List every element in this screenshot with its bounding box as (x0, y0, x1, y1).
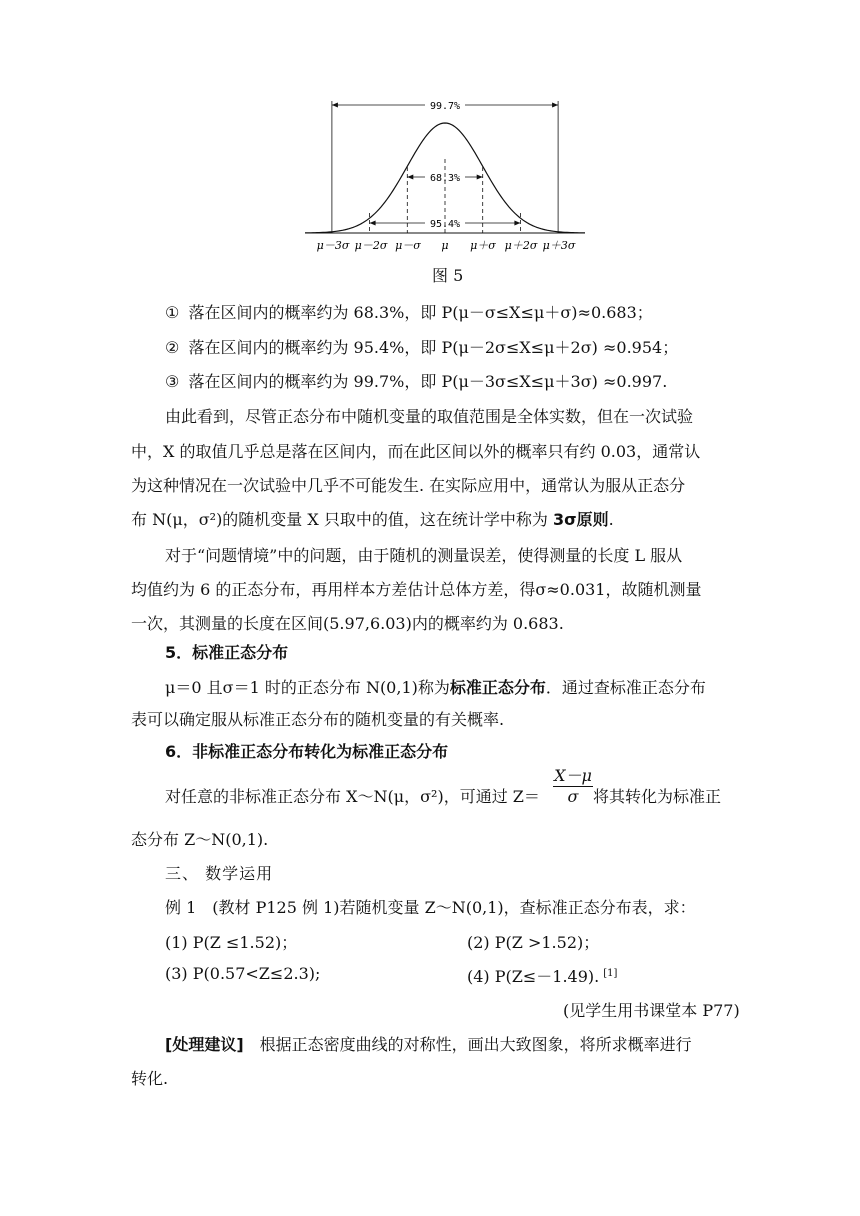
section5-text-end: ．通过查标准正态分布 (545, 678, 706, 697)
example1: 例 1 (教材 P125 例 1)若随机变量 Z～N(0,1)，查标准正态分布表，求： (165, 898, 696, 917)
reference-note: (见学生用书课堂本 P77) (563, 1001, 740, 1020)
para1-line4 (131, 507, 614, 530)
question-1: (1) P(Z ≤1.52)； (165, 933, 298, 952)
arrowhead (407, 175, 413, 180)
advice-line1 (165, 1032, 692, 1055)
question-2: (2) P(Z >1.52)； (467, 933, 600, 952)
fraction-denominator: σ (567, 787, 579, 806)
item-1 (165, 300, 653, 323)
section5-text: μ＝0 且σ＝1 时的正态分布 N(0,1)称为 (165, 678, 450, 697)
tick-label: μ－2σ (354, 239, 388, 252)
item-text: 落在区间内的概率约为 68.3%，即 P(μ－σ≤X≤μ＋σ)≈0.683； (188, 303, 653, 322)
tick-label: μ (441, 239, 449, 252)
footnote-marker: [1] (603, 967, 618, 979)
item-number: ② (165, 338, 180, 357)
para2-line1: 对于“问题情境”中的问题，由于随机的测量误差，使得测量的长度 L 服从 (165, 546, 683, 565)
section6-title: 6．非标准正态分布转化为标准正态分布 (165, 742, 449, 761)
item-text: 落在区间内的概率约为 95.4%，即 P(μ－2σ≤X≤μ＋2σ) ≈0.954； (188, 338, 679, 357)
z-fraction (553, 766, 593, 807)
section5-title: 5．标准正态分布 (165, 643, 289, 662)
item-2 (165, 335, 678, 358)
tick-label: μ＋σ (470, 239, 496, 252)
question-4-text: (4) P(Z≤－1.49). (467, 967, 600, 986)
band-99-7-label: 99.7% (429, 101, 461, 112)
arrowhead (552, 103, 558, 108)
item-text: 落在区间内的概率约为 99.7%，即 P(μ－3σ≤X≤μ＋3σ) ≈0.997. (188, 372, 668, 391)
para2-line3: 一次，其测量的长度在区间(5.97,6.03)内的概率约为 0.683. (131, 614, 564, 633)
fraction-numerator: X－μ (554, 766, 592, 785)
section6-line2: 态分布 Z～N(0,1). (131, 830, 269, 849)
band-68-3-label: 68.3% (429, 173, 461, 184)
para1-line2: 中，X 的取值几乎总是落在区间内，而在此区间以外的概率只有约 0.03，通常认 (131, 442, 701, 461)
para2-line2: 均值约为 6 的正态分布，再用样本方差估计总体方差，得σ≈0.031，故随机测量 (131, 580, 702, 599)
section6-line1-a: 对任意的非标准正态分布 X～N(μ，σ²)，可通过 Z＝ (165, 787, 540, 806)
arrowhead (477, 175, 483, 180)
three-sigma-rule: 3σ原则 (552, 510, 609, 529)
section5-line2: 表可以确定服从标准正态分布的随机变量的有关概率. (131, 710, 505, 729)
tick-label: μ＋3σ (542, 239, 576, 252)
section3-title: 三、 数学运用 (165, 864, 274, 883)
para1-line1: 由此看到，尽管正态分布中随机变量的取值范围是全体实数，但在一次试验 (165, 407, 694, 426)
para1-line3: 为这种情况在一次试验中几乎不可能发生. 在实际应用中，通常认为服从正态分 (131, 476, 686, 495)
normal-distribution-figure (305, 95, 595, 260)
para1-line4-text: 布 N(μ，σ²)的随机变量 X 只取中的值，这在统计学中称为 (131, 510, 553, 529)
advice-text: 根据正态密度曲线的对称性，画出大致图象，将所求概率进行 (243, 1035, 692, 1054)
item-3 (165, 369, 667, 392)
question-3: (3) P(0.57<Z≤2.3); (165, 964, 321, 983)
tick-label: μ－σ (395, 239, 421, 252)
para1-line4-end: . (608, 510, 614, 529)
arrowhead (332, 103, 338, 108)
standard-normal-term: 标准正态分布 (449, 678, 546, 697)
question-4 (467, 964, 617, 987)
tick-label: μ＋2σ (504, 239, 538, 252)
figure-caption: 图 5 (432, 266, 464, 285)
tick-label: μ－3σ (316, 239, 350, 252)
band-95-4-label: 95.4% (429, 219, 461, 230)
section6-line1-b: 将其转化为标准正 (593, 787, 722, 806)
arrowhead (370, 221, 376, 226)
band-arrows (332, 101, 558, 233)
section5-line1 (165, 675, 706, 698)
advice-line2: 转化. (131, 1069, 169, 1088)
item-number: ① (165, 303, 180, 322)
arrowhead (514, 221, 520, 226)
axis-tick-labels (317, 239, 576, 252)
advice-label: [处理建议] (165, 1035, 244, 1054)
item-number: ③ (165, 372, 180, 391)
